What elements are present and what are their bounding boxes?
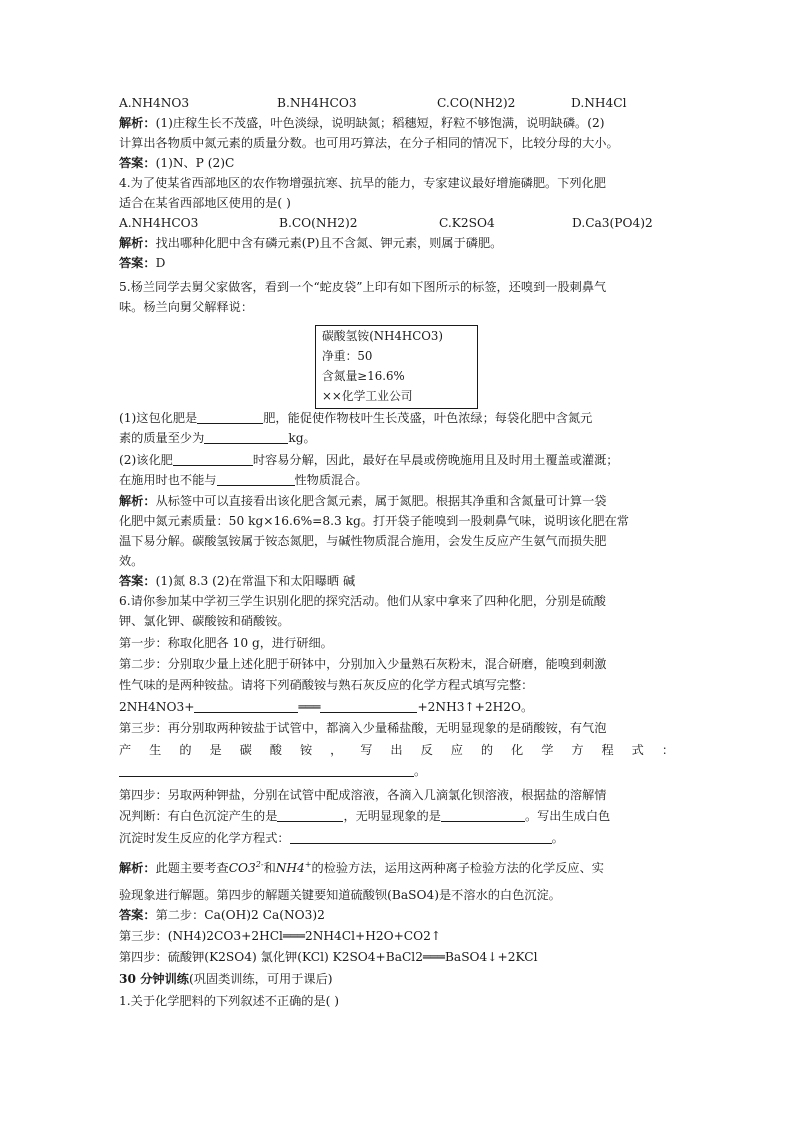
spaced-char: 产: [119, 743, 132, 757]
text: (1)这包化肥是: [119, 411, 198, 425]
answer-label: 答案：: [119, 256, 156, 270]
analysis-label: 解析：: [119, 861, 156, 876]
answer-line: [119, 156, 234, 171]
label-line: 净重：50: [322, 349, 373, 363]
label-line: ××化学工业公司: [322, 389, 413, 403]
fill-line: [119, 809, 610, 824]
option-d: D.Ca3(PO4)2: [572, 216, 653, 230]
text: 。: [551, 831, 564, 845]
text: (2)该化肥: [119, 453, 173, 467]
answer-blank[interactable]: [194, 700, 298, 713]
analysis-text: 验现象进行解题。第四步的解题关键要知道硫酸钡(BaSO4)是不溶水的白色沉淀。: [119, 888, 561, 902]
question-stem: 5.杨兰同学去舅父家做客，看到一个“蛇皮袋”上印有如下图所示的标签，还嗅到一股刺鼻气: [119, 280, 607, 294]
equation-line: [119, 700, 533, 715]
spaced-char: 的: [480, 743, 494, 757]
text: kg。: [288, 431, 316, 445]
carbonate-ion: CO3: [228, 861, 256, 876]
label-line: 含氮量≥16.6%: [322, 369, 405, 383]
option-b: B.NH4HCO3: [277, 96, 357, 110]
question-stem: 6.请你参加某中学初三学生识别化肥的探究活动。他们从家中拿来了四种化肥，分别是硫酸: [119, 594, 606, 608]
answer-blank[interactable]: [217, 473, 295, 486]
ion-charge: +: [304, 860, 312, 869]
analysis-line: [119, 857, 604, 876]
section-heading: [119, 972, 333, 987]
ion-charge: 2-: [255, 860, 264, 869]
analysis-text: (1)庄稼生长不茂盛，叶色淡绿，说明缺氮；稻穗短，籽粒不够饱满，说明缺磷。(2): [155, 116, 605, 130]
text: 此题主要考查: [155, 861, 229, 876]
equals-sign: ═══: [298, 700, 321, 714]
step-text: 第二步：分别取少量上述化肥于研钵中，分别加入少量熟石灰粉末，混合研磨，能嗅到刺激: [119, 657, 607, 671]
analysis-label: 解析：: [119, 116, 156, 130]
analysis-line: [119, 116, 604, 131]
spaced-char: ：: [661, 743, 674, 757]
analysis-text: 计算出各物质中氮元素的质量分数。也可用巧算法，在分子相同的情况下，比较分母的大小。: [119, 136, 619, 150]
text: 和: [263, 861, 276, 876]
fill-line: [119, 831, 564, 846]
step-text: 第三步：再分别取两种铵盐于试管中，都滴入少量稀盐酸，无明显现象的是硝酸铵，有气泡: [119, 721, 607, 735]
spaced-char: 写: [360, 743, 373, 757]
fill-line: [119, 764, 426, 779]
question-stem: 适合在某省西部地区使用的是( ): [119, 196, 291, 210]
options-row: [119, 216, 653, 231]
spaced-char: 式: [631, 743, 644, 757]
answer-text: 第三步：(NH4)2CO3+2HCl═══2NH4Cl+H2O+CO2↑: [119, 929, 442, 943]
spaced-char: 方: [571, 743, 584, 757]
spaced-char: 碳: [239, 743, 252, 757]
text: 2NH4NO3+: [119, 700, 195, 714]
spaced-char: 生: [149, 743, 162, 757]
analysis-text: 找出哪种化肥中含有磷元素(P)且不含氮、钾元素，则属于磷肥。: [155, 236, 503, 250]
question-stem: 1.关于化学肥料的下列叙述不正确的是( ): [119, 994, 340, 1008]
step-text: 第四步：另取两种钾盐，分别在试管中配成溶液，各滴入几滴氯化钡溶液，根据盐的溶解情: [119, 788, 607, 802]
text: 在施用时也不能与: [119, 473, 217, 487]
option-b: B.CO(NH2)2: [279, 216, 358, 230]
spaced-char: 是: [209, 743, 222, 757]
spaced-line: [119, 743, 674, 758]
question-stem: 4.为了使某省西部地区的农作物增强抗寒、抗旱的能力，专家建议最好增施磷肥。下列化肥: [119, 176, 606, 190]
option-c: C.CO(NH2)2: [437, 96, 516, 110]
text: 。写出生成白色: [524, 809, 611, 823]
text: 况判断：有白色沉淀产生的是: [119, 809, 278, 823]
spaced-char: 的: [179, 743, 192, 757]
answer-line: [119, 908, 325, 923]
answer-line: [119, 256, 165, 271]
answer-blank[interactable]: [320, 700, 417, 713]
analysis-label: 解析：: [119, 236, 156, 250]
option-a: A.NH4NO3: [119, 96, 190, 110]
answer-blank[interactable]: [204, 431, 288, 444]
spaced-char: ，: [330, 743, 343, 757]
option-c: C.K2SO4: [439, 216, 495, 230]
spaced-char: 应: [450, 743, 463, 757]
text: 性物质混合。: [294, 473, 368, 487]
question-stem: 味。杨兰向舅父解释说：: [119, 300, 254, 314]
spaced-char: 反: [420, 743, 433, 757]
fill-line: [119, 411, 592, 426]
spaced-char: 出: [390, 743, 403, 757]
answer-text: 第四步：硫酸钾(K2SO4) 氯化钾(KCl) K2SO4+BaCl2═══BaSO4↓+2KCl: [119, 950, 538, 964]
answer-blank[interactable]: [290, 831, 552, 844]
question-stem: 钾、氯化钾、碳酸铵和硝酸铵。: [119, 614, 290, 628]
analysis-text: 化肥中氮元素质量：50 kg×16.6%=8.3 kg。打开袋子能嗅到一股刺鼻气味，说明该化肥在常: [119, 514, 629, 528]
options-row: [119, 96, 626, 111]
answer-line: [119, 574, 355, 589]
text: 。: [414, 764, 427, 778]
answer-blank[interactable]: [441, 809, 525, 822]
spaced-char: 化: [511, 743, 524, 757]
text: 肥，能促使作物枝叶生长茂盛，叶色浓绿；每袋化肥中含氮元: [263, 411, 593, 425]
answer-blank[interactable]: [277, 809, 343, 822]
answer-text: (1)氮 8.3 (2)在常温下和太阳曝晒 碱: [155, 574, 356, 588]
step-text: 第一步：称取化肥各 10 g，进行研细。: [119, 636, 333, 650]
text: 的检验方法，运用这两种离子检验方法的化学反应、实: [311, 861, 604, 876]
answer-blank[interactable]: [197, 411, 263, 424]
analysis-line: [119, 494, 607, 509]
fill-line: [119, 431, 316, 446]
answer-text: (1)N、P (2)C: [155, 156, 235, 170]
fertilizer-label: [315, 325, 478, 409]
label-line: 碳酸氢铵(NH4HCO3): [322, 329, 443, 343]
analysis-text: 从标签中可以直接看出该化肥含氮元素，属于氮肥。根据其净重和含氮量可计算一袋: [155, 494, 607, 508]
analysis-text: 效。: [119, 554, 144, 568]
answer-label: 答案：: [119, 908, 156, 922]
text: 沉淀时发生反应的化学方程式：: [119, 831, 290, 845]
section-title: 30 分钟训练: [119, 972, 189, 986]
spaced-char: 程: [601, 743, 614, 757]
ammonium-ion: NH4: [275, 861, 305, 876]
text: 时容易分解，因此，最好在早晨或傍晚施用且及时用土覆盖或灌溉；: [252, 453, 619, 467]
section-subtitle: (巩固类训练，可用于课后): [188, 972, 333, 986]
answer-blank[interactable]: [119, 764, 414, 777]
text: +2NH3↑+2H2O。: [417, 700, 534, 714]
text: 素的质量至少为: [119, 431, 205, 445]
spaced-char: 铵: [299, 743, 313, 757]
answer-label: 答案：: [119, 156, 156, 170]
answer-text: D: [155, 256, 166, 270]
analysis-label: 解析：: [119, 494, 156, 508]
step-text: 性气味的是两种铵盐。请将下列硝酸铵与熟石灰反应的化学方程式填写完整：: [119, 678, 534, 692]
answer-label: 答案：: [119, 574, 156, 588]
fill-line: [119, 453, 618, 468]
spaced-char: 酸: [269, 743, 282, 757]
analysis-text: 温下易分解。碳酸氢铵属于铵态氮肥，与碱性物质混合施用，会发生反应产生氨气而损失肥: [119, 534, 607, 548]
spaced-char: 学: [541, 743, 554, 757]
analysis-line: [119, 236, 502, 251]
answer-text: 第二步：Ca(OH)2 Ca(NO3)2: [155, 908, 325, 922]
answer-blank[interactable]: [173, 453, 253, 466]
option-d: D.NH4Cl: [571, 96, 627, 110]
fill-line: [119, 473, 368, 488]
text: ，无明显现象的是: [343, 809, 441, 823]
option-a: A.NH4HCO3: [119, 216, 199, 230]
